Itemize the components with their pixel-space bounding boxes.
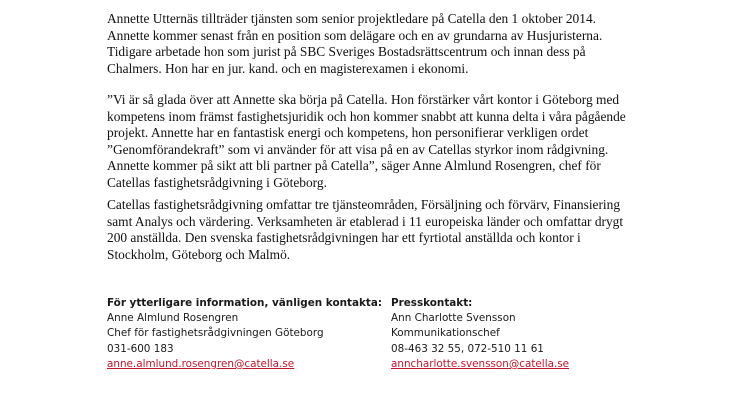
contact-phone: 031-600 183 [107,342,174,355]
text-line: Chalmers. Hon har en jur. kand. och en magisterexamen i ekonomi. [107,60,469,76]
text-line: Annette kommer på sikt att bli partner på Catella”, säger Anne Almlund Rosengren, chef för [107,158,601,174]
contact-phone: 08-463 32 55, 072-510 11 61 [391,342,544,355]
contact-heading: Presskontakt: [391,297,473,309]
contact-email-link[interactable]: anne.almlund.rosengren@catella.se [107,357,295,370]
text-line: Stockholm, Göteborg och Malmö. [107,246,291,262]
text-line: 200 anställda. Den svenska fastighetsrådgivningen har ett fyrtiotal anställda och kontor i [107,230,581,246]
text-line: Annette kommer senast från en position som delägare och en av grundarna av Husjuristerna. [107,27,603,43]
contact-heading: För ytterligare information, vänligen kontakta: [107,297,383,309]
text-line: ”Vi är så glada över att Annette ska börja på Catella. Hon förstärker vårt kontor i Göteborg med [107,92,620,107]
text-line: Annette Utternäs tillträder tjänsten som senior projektledare på Catella den 1 oktober 2014. [107,11,596,26]
contact-block-press [391,296,569,372]
text-line: kompetens inom främst fastighetsjuridik och hon kommer snabbt att kunna delta i våra pågående [107,108,626,124]
contact-name: Ann Charlotte Svensson [391,312,516,325]
contact-email-link[interactable]: anncharlotte.svensson@catella.se [391,357,570,370]
paragraph-quote [107,92,667,192]
text-line: Catellas fastighetsrådgivning omfattar tre tjänsteområden, Försäljning och förvärv, Finansiering [107,197,621,212]
text-line: samt Analys och värdering. Verksamheten är etablerad i 11 europeiska länder och omfattar drygt [107,213,624,229]
contact-title: Chef för fastighetsrådgivningen Göteborg [107,327,324,340]
contact-name: Anne Almlund Rosengren [107,312,239,325]
paragraph-appointment [107,11,667,77]
text-line: Catellas fastighetsrådgivning i Göteborg. [107,174,327,190]
contact-block-information [107,296,382,372]
paragraph-company-info [107,197,667,263]
contact-title: Kommunikationschef [391,327,500,340]
text-line: ”Genomförandekraft” som vi använder för att visa på en av Catellas styrkor inom rådgivning. [107,141,609,157]
text-line: projekt. Annette har en fantastisk energi och kompetens, hon personifierar verkligen ordet [107,125,589,141]
text-line: Tidigare arbetade hon som jurist på SBC Sveriges Bostadsrättscentrum och innan dess på [107,44,586,60]
